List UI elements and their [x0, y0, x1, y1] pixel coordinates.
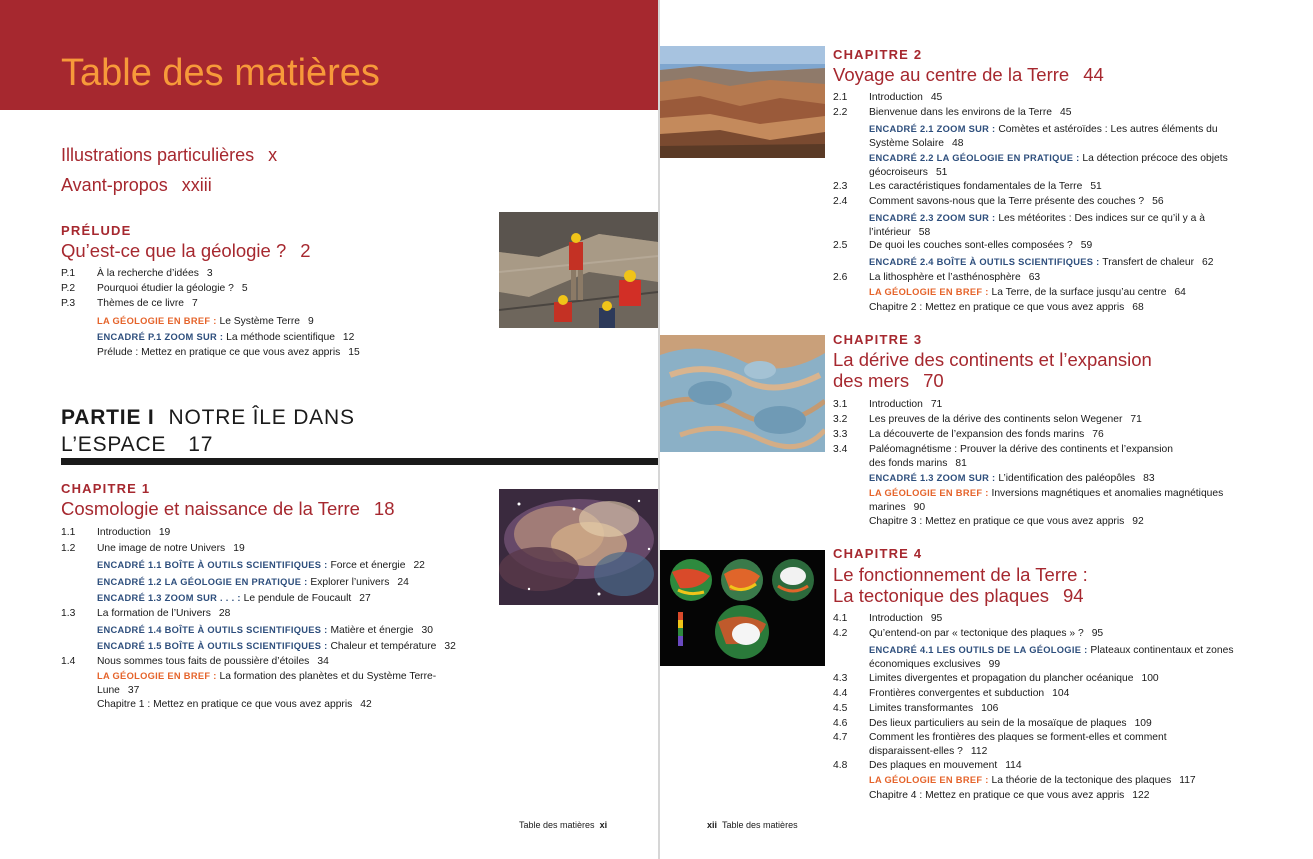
- toc-entry[interactable]: [833, 443, 1273, 471]
- subentry-text: Matière et énergie: [330, 625, 414, 636]
- entry-text: Limites transformantes: [869, 703, 974, 714]
- entry-text: Pourquoi étudier la géologie ?: [97, 283, 234, 294]
- chapter-title-text: Qu’est-ce que la géologie ?: [61, 240, 287, 261]
- entry-number: 4.8: [833, 760, 848, 771]
- entry-text: Introduction: [97, 527, 151, 538]
- toc-subentry[interactable]: [97, 624, 487, 638]
- chapter-page: 94: [1063, 585, 1084, 606]
- toc-subentry[interactable]: [97, 346, 487, 360]
- globe-maps-photo: [660, 550, 825, 666]
- feature-tag: LA GÉOLOGIE EN BREF :: [869, 775, 989, 785]
- toc-entry[interactable]: [833, 731, 1273, 759]
- feature-tag: ENCADRÉ 1.3 ZOOM SUR . . . :: [97, 593, 241, 603]
- toc-subentry[interactable]: [97, 576, 487, 590]
- entry-number: 1.4: [61, 656, 76, 667]
- entry-page: 122: [1132, 790, 1150, 801]
- chapter-title-text: Cosmologie et naissance de la Terre: [61, 498, 360, 519]
- entry-page: 32: [444, 641, 456, 652]
- entry-text-cont: des fonds marins: [869, 457, 948, 469]
- nebula-photo: [499, 489, 658, 605]
- front-matter-page: xxiii: [181, 175, 212, 195]
- chapter1-title[interactable]: [61, 498, 395, 519]
- entry-number: 2.4: [833, 196, 848, 207]
- entry-text: Introduction: [869, 399, 923, 410]
- entry-page: 27: [359, 593, 371, 604]
- chapter-page: 44: [1083, 64, 1104, 85]
- entry-number: 4.4: [833, 688, 848, 699]
- entry-page: 19: [158, 527, 171, 538]
- entry-page: 90: [913, 501, 926, 513]
- entry-page: 63: [1028, 272, 1041, 283]
- canyon-photo: [660, 46, 825, 158]
- toc-subentry[interactable]: [97, 331, 487, 345]
- toc-subentry[interactable]: [869, 774, 1269, 788]
- entry-number: P.1: [61, 268, 76, 279]
- entry-text: La formation de l’Univers: [97, 608, 211, 619]
- toc-subentry[interactable]: [97, 315, 487, 329]
- chapter4-title[interactable]: [833, 564, 1088, 606]
- entry-number: 2.2: [833, 107, 848, 118]
- entry-page: 99: [988, 658, 1001, 670]
- entry-page: 9: [307, 316, 314, 327]
- entry-page: 24: [397, 577, 409, 588]
- subentry-text-cont: géocroiseurs: [869, 166, 928, 178]
- entry-number: P.3: [61, 298, 76, 309]
- entry-page: 71: [1130, 414, 1142, 425]
- entry-number: 4.1: [833, 613, 848, 624]
- entry-text: À la recherche d’idées: [97, 268, 199, 279]
- entry-number: P.2: [61, 283, 76, 294]
- entry-page: 104: [1052, 688, 1070, 699]
- part-label: PARTIE I: [61, 406, 155, 429]
- stromatolite-rock-photo: [660, 335, 825, 452]
- toc-subentry[interactable]: [97, 698, 487, 712]
- entry-page: 12: [342, 332, 355, 343]
- entry-text: Comment les frontières des plaques se forment-elles et comment: [869, 732, 1167, 743]
- entry-text: Bienvenue dans les environs de la Terre: [869, 107, 1052, 118]
- subentry-text: La théorie de la tectonique des plaques: [991, 775, 1172, 786]
- front-matter-illustrations[interactable]: [61, 145, 277, 166]
- entry-number: 3.3: [833, 429, 848, 440]
- entry-number: 4.3: [833, 673, 848, 684]
- feature-tag: ENCADRÉ P.1 ZOOM SUR :: [97, 332, 224, 342]
- subentry-text: Le pendule de Foucault: [243, 593, 352, 604]
- subentry-text: Chapitre 3 : Mettez en pratique ce que vous avez appris: [869, 516, 1125, 527]
- toc-subentry[interactable]: [869, 286, 1269, 300]
- entry-number: 1.3: [61, 608, 76, 619]
- entry-page: 92: [1132, 516, 1144, 527]
- feature-tag: ENCADRÉ 2.3 ZOOM SUR :: [869, 213, 996, 223]
- subentry-text: La détection précoce des objets: [1082, 153, 1228, 164]
- entry-text: Qu’entend-on par « tectonique des plaques » ?: [869, 628, 1084, 639]
- toc-subentry[interactable]: [869, 256, 1269, 270]
- entry-text: La lithosphère et l’asthénosphère: [869, 272, 1021, 283]
- entry-page: 68: [1132, 302, 1144, 313]
- entry-page: 114: [1005, 760, 1022, 771]
- subentry-text: Comètes et astéroïdes : Les autres éléments du: [998, 124, 1218, 135]
- entry-page: 34: [317, 656, 329, 667]
- entry-number: 4.7: [833, 732, 848, 743]
- entry-page: 59: [1080, 240, 1093, 251]
- front-matter-title: Illustrations particulières: [61, 145, 255, 165]
- feature-tag: LA GÉOLOGIE EN BREF :: [97, 671, 217, 681]
- chapter3-label: CHAPITRE 3: [833, 332, 923, 347]
- subentry-text: Plateaux continentaux et zones: [1090, 645, 1234, 656]
- entry-text: Des lieux particuliers au sein de la mosaïque de plaques: [869, 718, 1127, 729]
- entry-number: 4.2: [833, 628, 848, 639]
- entry-text-cont: disparaissent-elles ?: [869, 745, 963, 757]
- entry-number: 4.6: [833, 718, 848, 729]
- entry-page: 81: [955, 457, 967, 469]
- entry-text: La découverte de l’expansion des fonds marins: [869, 429, 1085, 440]
- entry-text: Frontières convergentes et subduction: [869, 688, 1045, 699]
- chapter-page: 70: [923, 370, 944, 391]
- front-matter-page: x: [268, 145, 278, 165]
- entry-text: De quoi les couches sont-elles composées ?: [869, 240, 1073, 251]
- chapter-title-text-cont: La tectonique des plaques: [833, 585, 1050, 606]
- chapter2-label: CHAPITRE 2: [833, 47, 923, 62]
- entry-page: 45: [1059, 107, 1072, 118]
- entry-number: 3.4: [833, 444, 848, 455]
- chapter-title-text: La dérive des continents et l’expansion: [833, 349, 1152, 370]
- subentry-text: Force et énergie: [330, 560, 406, 571]
- toc-subentry[interactable]: [97, 559, 487, 573]
- entry-page: 56: [1152, 196, 1164, 207]
- chapter-page: 18: [373, 498, 395, 519]
- toc-subentry[interactable]: [869, 515, 1269, 529]
- entry-text: Thèmes de ce livre: [97, 298, 184, 309]
- subentry-text: Chaleur et température: [330, 641, 437, 652]
- feature-tag: LA GÉOLOGIE EN BREF :: [97, 316, 217, 326]
- entry-page: 19: [233, 543, 245, 554]
- chapter-title-text: Voyage au centre de la Terre: [833, 64, 1070, 85]
- entry-page: 37: [127, 684, 140, 696]
- feature-tag: ENCADRÉ 1.1 BOÎTE À OUTILS SCIENTIFIQUES :: [97, 560, 328, 570]
- entry-page: 48: [951, 137, 964, 149]
- entry-page: 76: [1092, 429, 1104, 440]
- entry-number: 3.1: [833, 399, 848, 410]
- entry-page: 42: [360, 699, 372, 710]
- feature-tag: ENCADRÉ 1.4 BOÎTE À OUTILS SCIENTIFIQUES :: [97, 625, 328, 635]
- feature-tag: ENCADRÉ 1.2 LA GÉOLOGIE EN PRATIQUE :: [97, 577, 308, 587]
- feature-tag: ENCADRÉ 4.1 LES OUTILS DE LA GÉOLOGIE :: [869, 645, 1088, 655]
- entry-text: Les caractéristiques fondamentales de la Terre: [869, 181, 1083, 192]
- subentry-text-cont: l’intérieur: [869, 226, 911, 238]
- feature-tag: ENCADRÉ 1.5 BOÎTE À OUTILS SCIENTIFIQUES :: [97, 641, 328, 651]
- part-page: 17: [188, 433, 214, 456]
- toc-subentry[interactable]: [97, 670, 467, 697]
- toc-subentry[interactable]: [869, 487, 1269, 514]
- geologists-outcrop-photo: [499, 212, 658, 328]
- chapter-page: 2: [300, 240, 311, 261]
- subentry-text: La méthode scientifique: [226, 332, 335, 343]
- page-number: xii: [707, 820, 718, 830]
- front-matter-title: Avant-propos: [61, 175, 168, 195]
- part-title-line1: NOTRE ÎLE DANS: [168, 406, 355, 429]
- front-matter-avant-propos[interactable]: [61, 175, 212, 196]
- entry-page: 83: [1143, 473, 1155, 484]
- toc-subentry[interactable]: [869, 472, 1269, 486]
- entry-page: 5: [241, 283, 248, 294]
- feature-tag: LA GÉOLOGIE EN BREF :: [869, 488, 989, 498]
- subentry-text: Inversions magnétiques et anomalies magnétiques: [991, 488, 1224, 499]
- chapter4-label: CHAPITRE 4: [833, 546, 923, 561]
- subentry-text: Le Système Terre: [219, 316, 300, 327]
- subentry-text-cont: Lune: [97, 684, 120, 696]
- subentry-text: La Terre, de la surface jusqu’au centre: [991, 287, 1167, 298]
- toc-subentry[interactable]: [869, 123, 1269, 150]
- page-number: xi: [599, 820, 608, 830]
- part-title-line2: L’ESPACE: [61, 433, 167, 456]
- left-page-footer: [519, 820, 607, 830]
- entry-page: 28: [218, 608, 231, 619]
- entry-text: Limites divergentes et propagation du plancher océanique: [869, 673, 1134, 684]
- entry-text: Introduction: [869, 92, 923, 103]
- entry-page: 62: [1202, 257, 1214, 268]
- subentry-text: Chapitre 2 : Mettez en pratique ce que vous avez appris: [869, 302, 1125, 313]
- right-page-footer: [707, 820, 798, 830]
- entry-page: 117: [1179, 775, 1196, 786]
- entry-number: 2.5: [833, 240, 848, 251]
- toc-title: Table des matières: [61, 52, 380, 94]
- toc-subentry[interactable]: [869, 152, 1269, 179]
- entry-page: 71: [930, 399, 943, 410]
- entry-number: 1.1: [61, 527, 76, 538]
- toc-subentry[interactable]: [869, 301, 1269, 315]
- subentry-text: Transfert de chaleur: [1102, 257, 1195, 268]
- entry-number: 2.1: [833, 92, 848, 103]
- entry-page: 7: [192, 298, 198, 309]
- entry-page: 112: [970, 745, 988, 757]
- entry-page: 95: [1091, 628, 1104, 639]
- subentry-text-cont: Système Solaire: [869, 137, 944, 149]
- entry-page: 95: [930, 613, 943, 624]
- feature-tag: ENCADRÉ 2.1 ZOOM SUR :: [869, 124, 996, 134]
- subentry-text: Chapitre 4 : Mettez en pratique ce que vous avez appris: [869, 790, 1125, 801]
- chapter3-title[interactable]: [833, 349, 1152, 391]
- entry-page: 51: [1090, 181, 1102, 192]
- entry-page: 22: [413, 560, 425, 571]
- entry-page: 64: [1174, 287, 1186, 298]
- chapter-title-text-cont: des mers: [833, 370, 910, 391]
- entry-number: 1.2: [61, 543, 76, 554]
- footer-text: Table des matières: [519, 820, 595, 830]
- entry-page: 109: [1134, 718, 1152, 729]
- entry-number: 3.2: [833, 414, 848, 425]
- entry-text: Les preuves de la dérive des continents selon Wegener: [869, 414, 1123, 425]
- toc-subentry[interactable]: [97, 640, 487, 654]
- entry-page: 15: [348, 347, 360, 358]
- subentry-text: Explorer l’univers: [310, 577, 390, 588]
- entry-page: 58: [918, 226, 931, 238]
- prelude-label: PRÉLUDE: [61, 223, 132, 238]
- entry-text: Introduction: [869, 613, 923, 624]
- prelude-title[interactable]: [61, 240, 311, 261]
- feature-tag: ENCADRÉ 1.3 ZOOM SUR :: [869, 473, 996, 483]
- toc-subentry[interactable]: [869, 789, 1269, 803]
- entry-text: Comment savons-nous que la Terre présente des couches ?: [869, 196, 1145, 207]
- entry-text: Des plaques en mouvement: [869, 760, 998, 771]
- entry-number: 2.6: [833, 272, 848, 283]
- entry-page: 51: [935, 166, 948, 178]
- right-page: [660, 0, 1313, 859]
- feature-tag: LA GÉOLOGIE EN BREF :: [869, 287, 989, 297]
- chapter2-title[interactable]: [833, 64, 1104, 85]
- entry-page: 45: [930, 92, 943, 103]
- subentry-text: La formation des planètes et du Système Terre-: [219, 671, 437, 682]
- subentry-text-cont: économiques exclusives: [869, 658, 981, 670]
- feature-tag: ENCADRÉ 2.4 BOÎTE À OUTILS SCIENTIFIQUES :: [869, 257, 1100, 267]
- subentry-text: L’identification des paléopôles: [998, 473, 1136, 484]
- subentry-text-cont: marines: [869, 501, 906, 513]
- entry-text: Une image de notre Univers: [97, 543, 226, 554]
- entry-text: Nous sommes tous faits de poussière d’étoiles: [97, 656, 310, 667]
- toc-subentry[interactable]: [97, 592, 487, 606]
- chapter-title-text: Le fonctionnement de la Terre :: [833, 564, 1088, 585]
- entry-number: 2.3: [833, 181, 848, 192]
- entry-page: 30: [421, 625, 433, 636]
- entry-text: Paléomagnétisme : Prouver la dérive des continents et l’expansion: [869, 444, 1173, 455]
- entry-page: 100: [1141, 673, 1159, 684]
- part-one-heading[interactable]: [61, 404, 355, 458]
- part-divider: [61, 458, 658, 465]
- entry-page: 3: [206, 268, 213, 279]
- entry-page: 106: [981, 703, 999, 714]
- toc-subentry[interactable]: [869, 644, 1269, 671]
- entry-number: 4.5: [833, 703, 848, 714]
- subentry-text: Les météorites : Des indices sur ce qu’il y a à: [998, 213, 1205, 224]
- subentry-text: Chapitre 1 : Mettez en pratique ce que vous avez appris: [97, 699, 353, 710]
- subentry-text: Prélude : Mettez en pratique ce que vous avez appris: [97, 347, 341, 358]
- chapter1-label: CHAPITRE 1: [61, 481, 151, 496]
- footer-text: Table des matières: [722, 820, 798, 830]
- toc-subentry[interactable]: [869, 212, 1269, 239]
- feature-tag: ENCADRÉ 2.2 LA GÉOLOGIE EN PRATIQUE :: [869, 153, 1080, 163]
